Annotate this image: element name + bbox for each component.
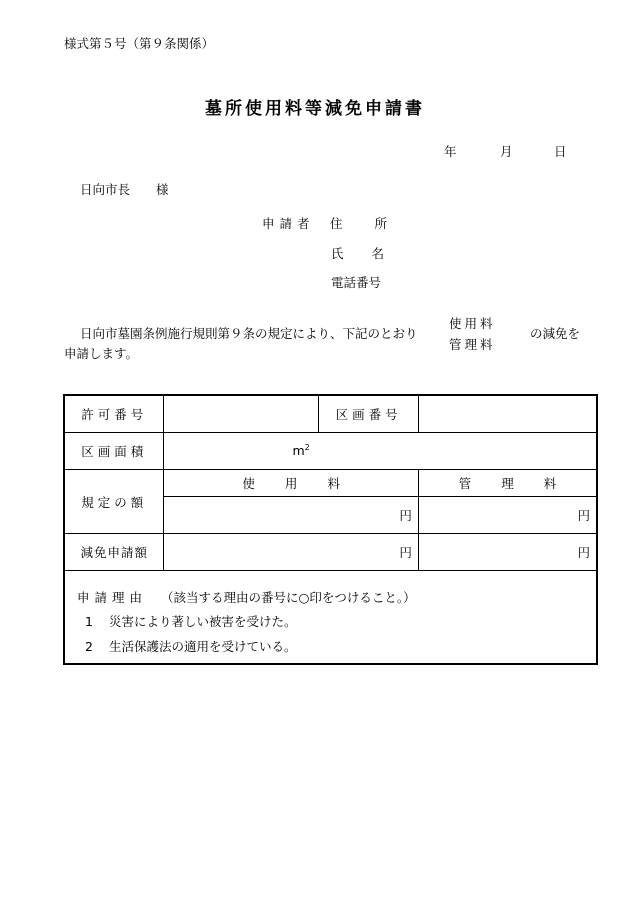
header-char: 使 [242, 476, 255, 491]
reason-text: 災害により著しい被害を受けた。 [109, 614, 297, 629]
addressee-honorific: 様 [156, 182, 169, 197]
plot-area-field[interactable] [164, 433, 597, 470]
header-char: 管 [458, 476, 472, 491]
statement-line-2: 申請します。 [64, 346, 139, 361]
table-row [64, 571, 597, 665]
header-char: 用 [284, 476, 298, 491]
reason-text: 生活保護法の適用を受けている。 [109, 639, 297, 654]
statement-line-1: 日向市墓園条例施行規則第９条の規定により、下記のとおり [80, 326, 418, 341]
applicant-heading: 申請者 [262, 216, 315, 231]
date-month-label: 月 [500, 144, 513, 159]
prescribed-usage-fee-field[interactable] [164, 497, 418, 534]
yen-unit: 円 [577, 508, 590, 523]
fee-option-management: 管理料 [449, 337, 496, 352]
reason-option-2[interactable] [85, 637, 297, 655]
statement-tail: の減免を [530, 326, 581, 341]
applicant-phone-label: 電話番号 [331, 275, 382, 290]
reduction-amount-label: 減免申請額 [64, 534, 164, 571]
area-unit: m [292, 443, 305, 459]
applicant-address-label [330, 214, 387, 232]
form-title: 墓所使用料等減免申請書 [205, 99, 425, 119]
header-char: 料 [327, 476, 340, 491]
name-label-char: 名 [371, 246, 385, 261]
application-table [63, 394, 598, 665]
prescribed-amount-label: 規定の額 [64, 470, 164, 534]
addressee [80, 180, 169, 198]
form-number: 様式第５号（第９条関係） [64, 36, 215, 51]
addressee-name: 日向市長 [80, 182, 131, 197]
reason-section [64, 571, 597, 665]
plot-area-label: 区画面積 [64, 433, 164, 470]
plot-number-field[interactable] [418, 395, 597, 433]
date-day-label: 日 [554, 144, 567, 159]
permit-number-field[interactable] [164, 395, 319, 433]
reduction-usage-fee-field[interactable] [164, 534, 418, 571]
address-label-char: 住 [330, 216, 343, 231]
permit-number-label: 許可番号 [64, 395, 164, 433]
usage-fee-header [164, 470, 418, 497]
reason-option-1[interactable] [85, 612, 297, 630]
fee-option-usage: 使用料 [449, 316, 496, 331]
yen-unit: 円 [399, 508, 412, 523]
table-row [64, 433, 597, 470]
date-year-label: 年 [444, 144, 457, 159]
applicant-name-label [331, 244, 384, 262]
address-label-char: 所 [374, 216, 388, 231]
yen-unit: 円 [399, 545, 412, 560]
table-row [64, 395, 597, 433]
name-label-char: 氏 [331, 246, 344, 261]
table-row [64, 534, 597, 571]
header-char: 料 [543, 476, 557, 491]
reason-label: 申請理由 [77, 590, 148, 605]
table-row [64, 470, 597, 497]
prescribed-management-fee-field[interactable] [418, 497, 597, 534]
header-char: 理 [501, 476, 514, 491]
reason-number: 1 [85, 614, 93, 629]
yen-unit: 円 [577, 545, 590, 560]
reason-heading [77, 588, 416, 606]
area-unit-exponent: 2 [304, 443, 310, 453]
management-fee-header [418, 470, 597, 497]
reason-number: 2 [85, 639, 93, 654]
plot-number-label: 区画番号 [319, 395, 419, 433]
reason-instruction: （該当する理由の番号に○印をつけること。） [161, 590, 416, 605]
fee-type-options [449, 313, 496, 355]
reduction-management-fee-field[interactable] [418, 534, 597, 571]
